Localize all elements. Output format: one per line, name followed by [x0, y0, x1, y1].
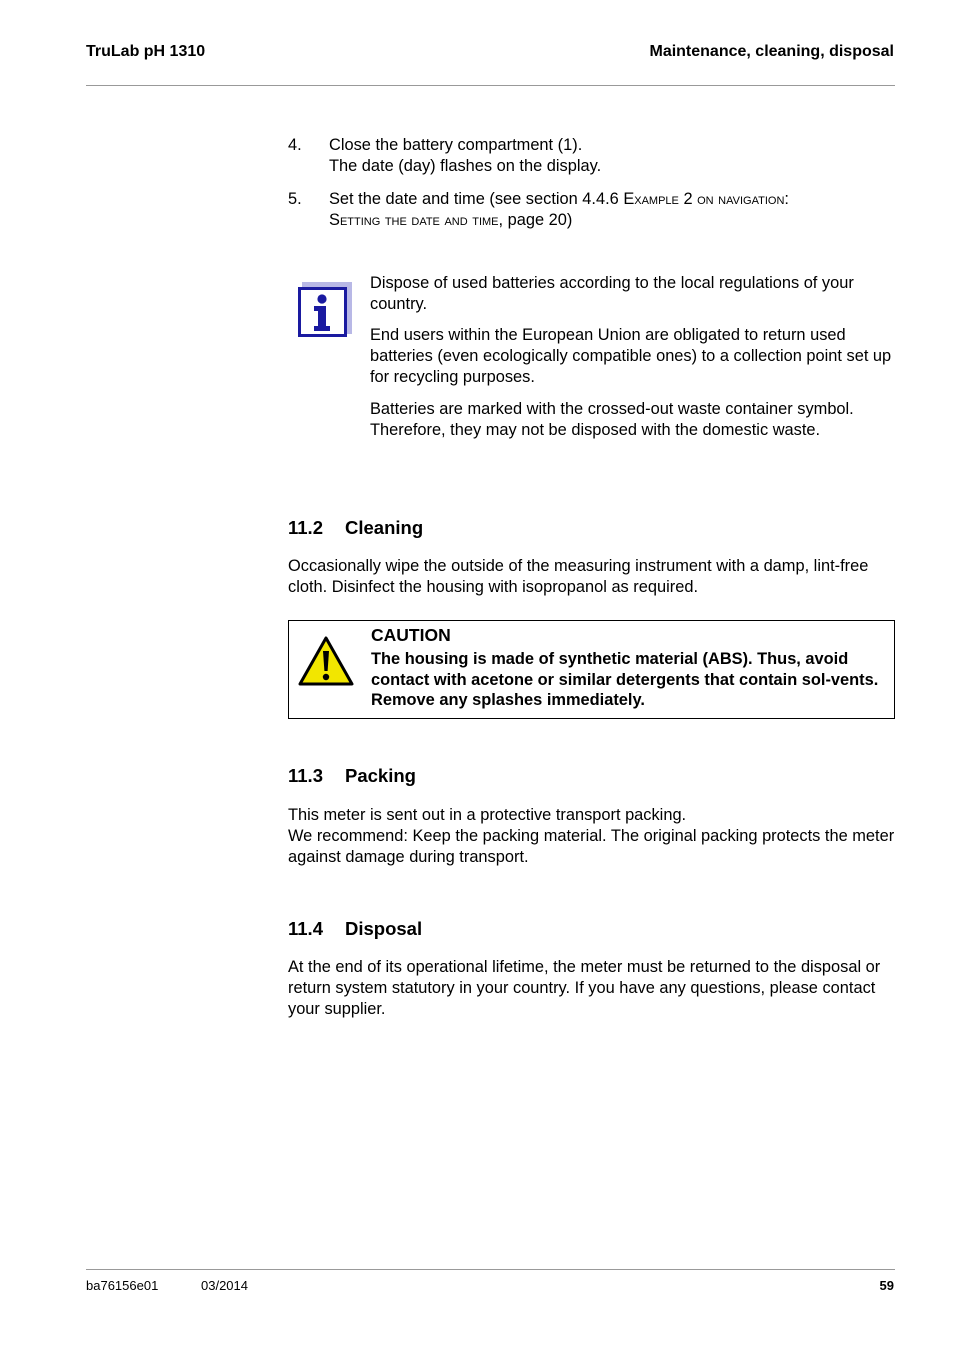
step-text-part: , page 20): [498, 211, 573, 229]
caution-text: The housing is made of synthetic material (ABS). Thus, avoid contact with acetone or similar detergents that contain sol-vents. Remove any splashes immediately.: [371, 650, 879, 709]
header-product-name: TruLab pH 1310: [86, 43, 206, 60]
reference-text: on navigation: [697, 190, 785, 208]
section-heading-packing: [288, 765, 416, 787]
footer-document-id: ba76156e01: [86, 1278, 159, 1293]
packing-paragraph: [288, 805, 898, 868]
reference-text: S: [329, 211, 340, 229]
section-heading-disposal: [288, 918, 422, 940]
section-title: Packing: [345, 765, 416, 786]
reference-text: xample: [634, 190, 679, 208]
step-number: 4.: [288, 136, 302, 154]
header-rule: [86, 85, 895, 86]
section-number: 11.2: [288, 517, 323, 538]
section-heading-cleaning: [288, 517, 423, 539]
reference-text: :: [784, 190, 789, 208]
note-paragraph: Dispose of used batteries according to the local regulations of your country.: [370, 274, 854, 313]
footer-date: 03/2014: [201, 1278, 248, 1293]
caution-title: CAUTION: [371, 625, 451, 645]
info-icon: [298, 282, 352, 338]
note-paragraph: Batteries are marked with the crossed-out waste container symbol. Therefore, they may not be disposed with the domestic waste.: [370, 400, 854, 439]
cleaning-paragraph: Occasionally wipe the outside of the measuring instrument with a damp, lint-free cloth. Disinfect the housing with isopropanol as required.: [288, 557, 869, 596]
section-number: 11.4: [288, 918, 323, 939]
step-line: Close the battery compartment (1).: [329, 136, 583, 154]
note-paragraph: End users within the European Union are obligated to return used batteries (even ecologically compatible ones) to a collection point set up for recycling purposes.: [370, 326, 892, 386]
caution-box: [288, 620, 895, 719]
disposal-paragraph: At the end of its operational lifetime, the meter must be returned to the disposal or return system statutory in your country. If you have any questions, please contact your supplier.: [288, 958, 881, 1018]
section-title: Cleaning: [345, 517, 424, 538]
warning-triangle-icon: [297, 635, 355, 687]
page-number: 59: [879, 1278, 894, 1293]
packing-line: This meter is sent out in a protective transport packing.: [288, 806, 687, 824]
step-number: 5.: [288, 190, 302, 208]
packing-line: We recommend: Keep the packing material. The original packing protects the meter against damage during transport.: [288, 827, 895, 866]
step-text-part: Set the date and time (see section 4.4.6: [329, 190, 624, 208]
step-text: [329, 135, 895, 177]
section-number: 11.3: [288, 765, 323, 786]
reference-text: E: [623, 190, 635, 208]
reference-text: 2: [678, 190, 698, 208]
step-text-cross-reference: [329, 189, 895, 231]
footer-rule: [86, 1269, 895, 1270]
reference-text: etting the date and time: [339, 211, 499, 229]
header-chapter-title: Maintenance, cleaning, disposal: [649, 43, 894, 60]
step-line: The date (day) flashes on the display.: [329, 157, 602, 175]
section-title: Disposal: [345, 918, 423, 939]
